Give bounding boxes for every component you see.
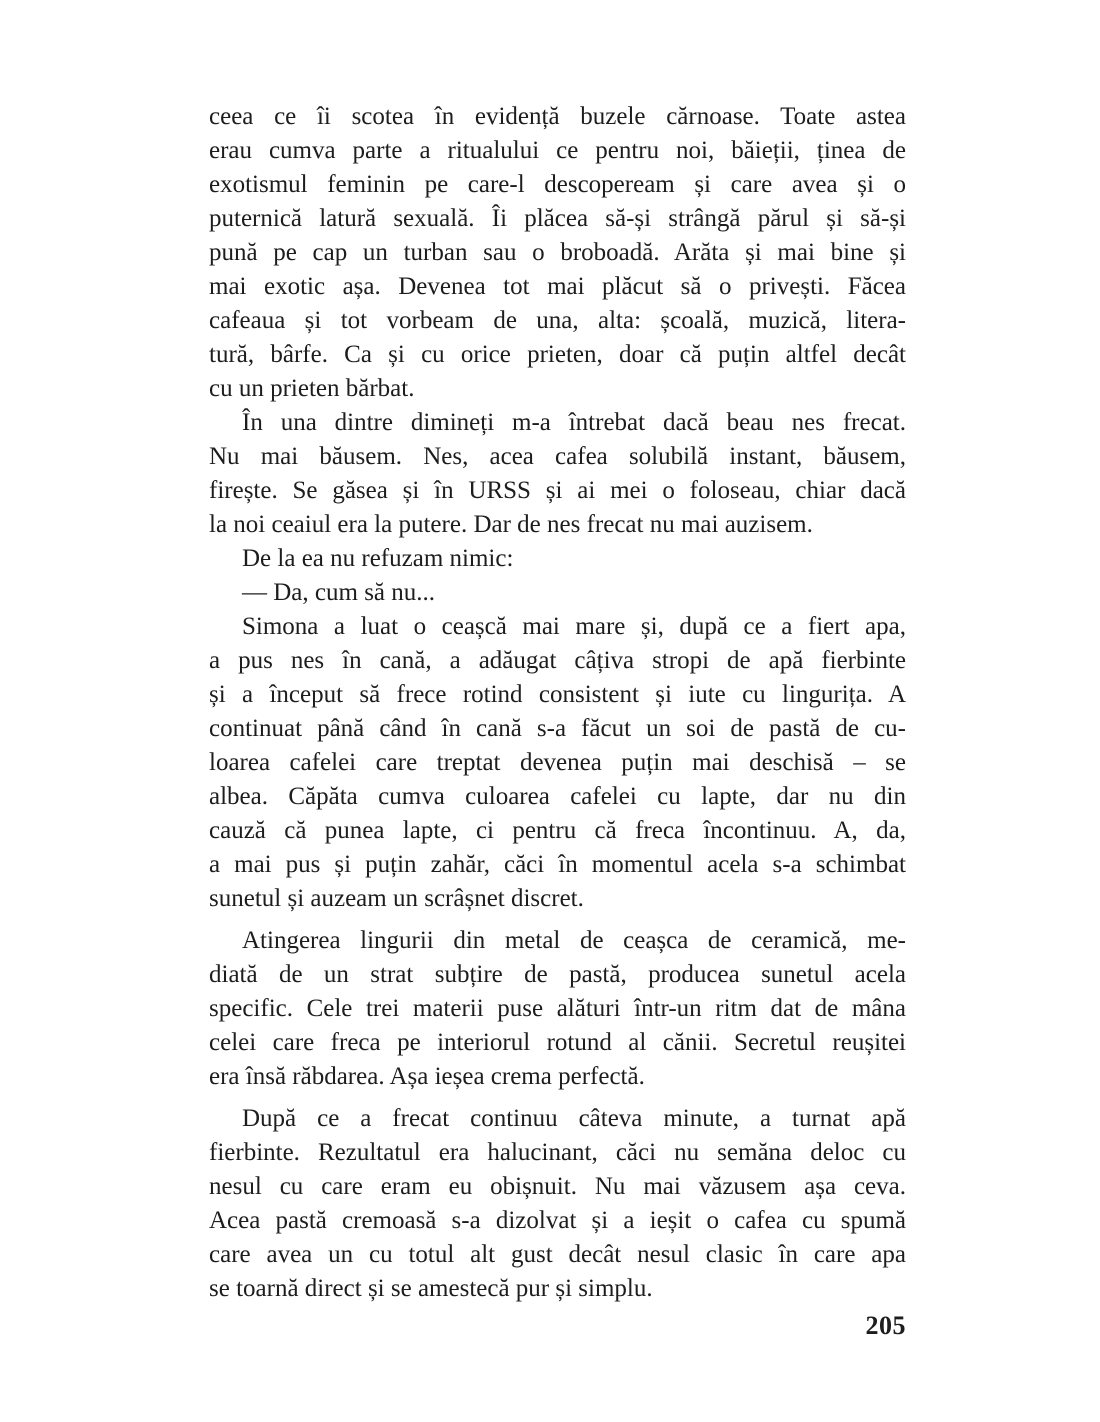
paragraph <box>209 576 906 610</box>
text-line: se toarnă direct și se amestecă pur și simplu. <box>209 1275 653 1302</box>
text-line: Nu mai băusem. Nes, acea cafea solubilă instant, băusem, <box>209 443 906 470</box>
text-line: sunetul și auzeam un scrâșnet discret. <box>209 885 584 912</box>
text-line: În una dintre dimineți m-a întrebat dacă beau nes frecat. <box>242 409 906 436</box>
text-line: pună pe cap un turban sau o broboadă. Arăta și mai bine și <box>209 239 906 266</box>
text-line: specific. Cele trei materii puse alături într-un ritm dat de mâna <box>209 995 906 1022</box>
text-line: Acea pastă cremoasă s-a dizolvat și a ieșit o cafea cu spumă <box>209 1207 906 1234</box>
page-number: 205 <box>865 1311 906 1340</box>
paragraph-spacer <box>209 1094 906 1102</box>
body-text <box>209 100 906 1306</box>
paragraph-spacer <box>209 916 906 924</box>
text-line: a mai pus și puțin zahăr, căci în momentul acela s-a schimbat <box>209 851 906 878</box>
text-line: celei care freca pe interiorul rotund al cănii. Secretul reușitei <box>209 1029 906 1056</box>
paragraph <box>209 100 906 406</box>
paragraph <box>209 1102 906 1306</box>
text-line: nesul cu care eram eu obișnuit. Nu mai văzusem așa ceva. <box>209 1173 906 1200</box>
text-line: la noi ceaiul era la putere. Dar de nes frecat nu mai auzisem. <box>209 511 813 538</box>
text-line: a pus nes în cană, a adăugat câțiva stropi de apă fierbinte <box>209 647 906 674</box>
text-line: erau cumva parte a ritualului ce pentru noi, băieții, ținea de <box>209 137 906 164</box>
text-line: era însă răbdarea. Așa ieșea crema perfectă. <box>209 1063 645 1090</box>
text-line: și a început să frece rotind consistent și iute cu lingurița. A <box>209 681 906 708</box>
text-line: firește. Se găsea și în URSS și ai mei o foloseau, chiar dacă <box>209 477 906 504</box>
text-line: cafeaua și tot vorbeam de una, alta: școală, muzică, litera- <box>209 307 906 334</box>
text-line: Atingerea lingurii din metal de ceașca de ceramică, me- <box>242 927 906 954</box>
paragraph <box>209 610 906 916</box>
text-line: puternică latură sexuală. Îi plăcea să-și strângă părul și să-și <box>209 205 906 232</box>
text-line: loarea cafelei care treptat devenea puțin mai deschisă – se <box>209 749 906 776</box>
paragraph <box>209 924 906 1094</box>
text-line: După ce a frecat continuu câteva minute, a turnat apă <box>242 1105 906 1132</box>
text-line: cu un prieten bărbat. <box>209 375 415 402</box>
text-line: diată de un strat subțire de pastă, producea sunetul acela <box>209 961 906 988</box>
text-line: Simona a luat o ceașcă mai mare și, după ce a fiert apa, <box>242 613 906 640</box>
text-line: mai exotic așa. Devenea tot mai plăcut să o privești. Făcea <box>209 273 906 300</box>
text-line: — Da, cum să nu... <box>242 579 436 606</box>
text-line: care avea un cu totul alt gust decât nesul clasic în care apa <box>209 1241 906 1268</box>
text-line: continuat până când în cană s-a făcut un soi de pastă de cu- <box>209 715 906 742</box>
paragraph <box>209 406 906 542</box>
text-line: albea. Căpăta cumva culoarea cafelei cu lapte, dar nu din <box>209 783 906 810</box>
text-line: cauză că punea lapte, ci pentru că freca încontinuu. A, da, <box>209 817 906 844</box>
text-line: fierbinte. Rezultatul era halucinant, căci nu semăna deloc cu <box>209 1139 906 1166</box>
text-line: ceea ce îi scotea în evidență buzele cărnoase. Toate astea <box>209 103 906 130</box>
text-line: exotismul feminin pe care-l descopeream și care avea și o <box>209 171 906 198</box>
paragraph <box>209 542 906 576</box>
text-line: tură, bârfe. Ca și cu orice prieten, doar că puțin altfel decât <box>209 341 906 368</box>
text-line: De la ea nu refuzam nimic: <box>242 545 514 572</box>
